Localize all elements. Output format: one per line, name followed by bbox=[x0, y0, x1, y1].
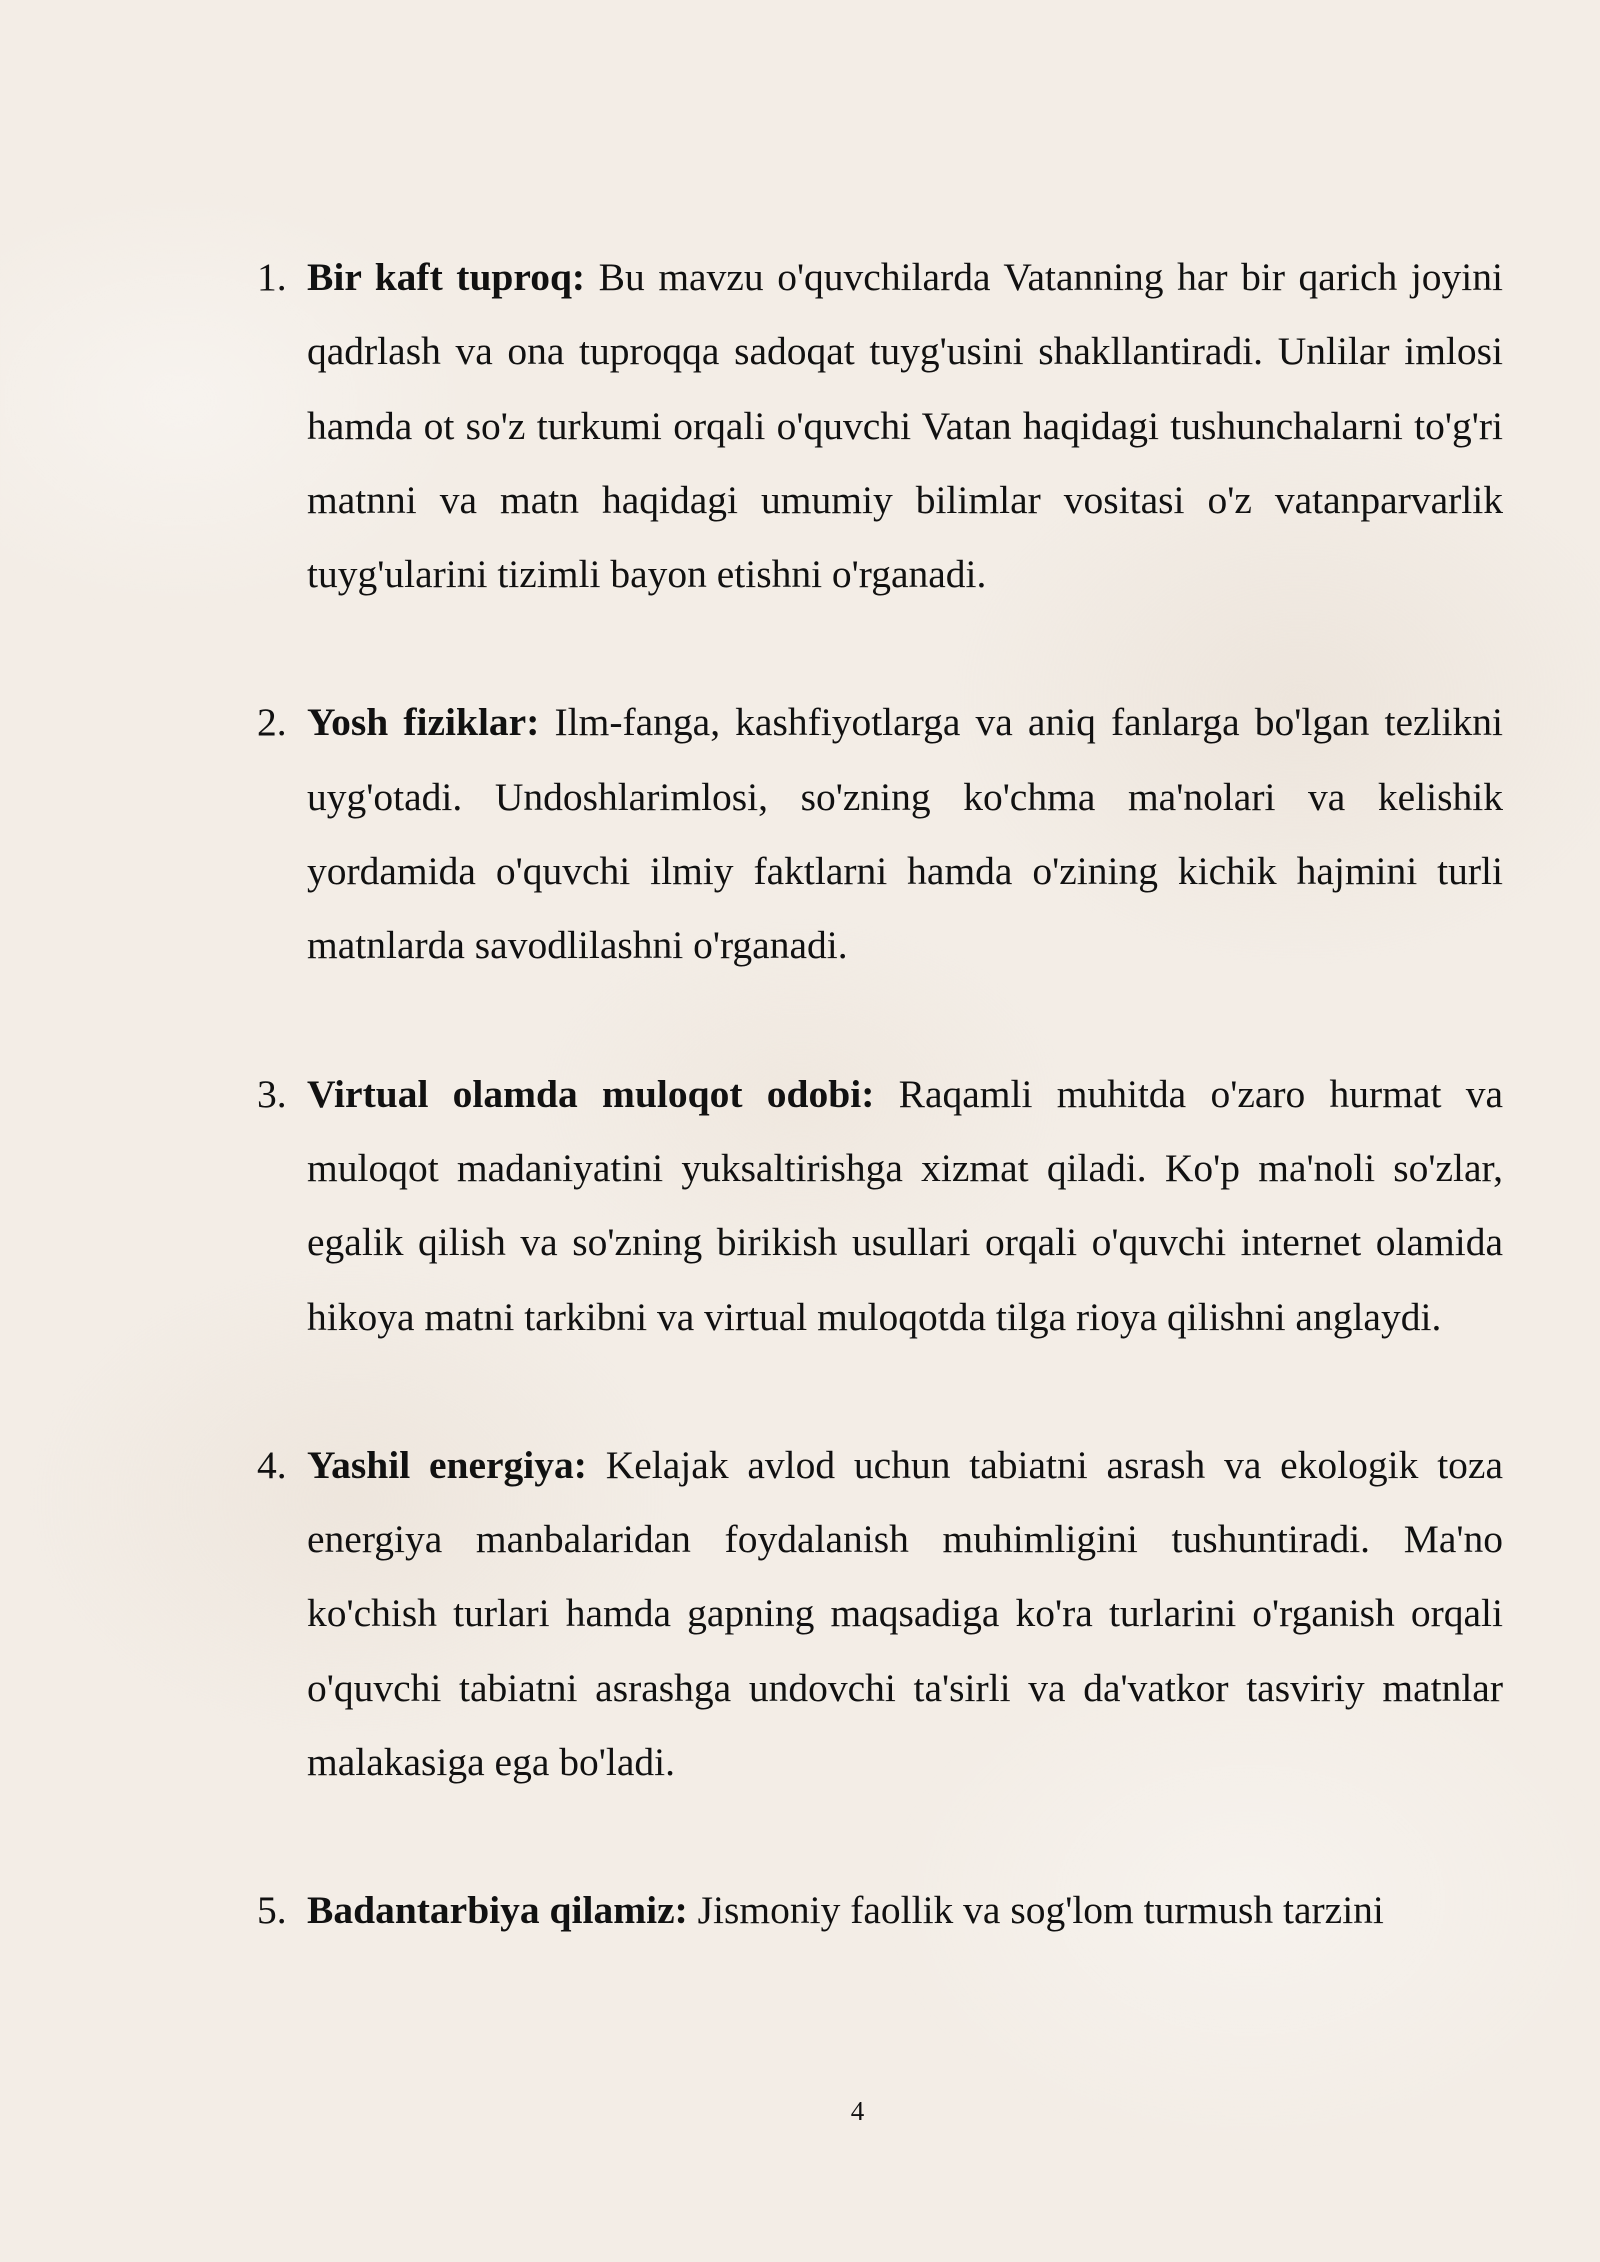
item-body: Kelajak avlod uchun tabiatni asrash va ekologik toza energiya manbalaridan foydalanish muhimligini tushuntiradi. Ma'no ko'chish turlari hamda gapning maqsadiga ko'ra turlarini o'rganish orqali o'quvchi tabiatni asrashga undovchi ta'sirli va da'vatkor tasviriy matnlar malakasiga ega bo'ladi. bbox=[307, 1442, 1503, 1785]
item-body: Raqamli muhitda o'zaro hurmat va muloqot madaniyatini yuksaltirishga xizmat qiladi. Ko'p ma'noli so'zlar, egalik qilish va so'zning birikish usullari orqali o'quvchi internet olamida hikoya matni tarkibni va virtual muloqotda tilga rioya qilishni anglaydi. bbox=[307, 1071, 1503, 1339]
item-number: 2. bbox=[257, 700, 287, 745]
item-number: 5. bbox=[257, 1888, 287, 1933]
item-number: 1. bbox=[257, 255, 287, 299]
item-title: Badantarbiya qilamiz: bbox=[307, 1888, 688, 1933]
item-title: Yashil energiya: bbox=[307, 1442, 587, 1487]
page-content bbox=[257, 240, 1503, 2022]
list-item bbox=[257, 240, 1503, 611]
list-item bbox=[257, 685, 1503, 982]
item-title: Virtual olamda muloqot odobi: bbox=[307, 1071, 875, 1116]
item-body: Ilm-fanga, kashfiyotlarga va aniq fanlarga bo'lgan tezlikni uyg'otadi. Undoshlarimlosi, so'zning ko'chma ma'nolari va kelishik yordamida o'quvchi ilmiy faktlarni hamda o'zining kichik hajmini turli matnlarda savodlilashni o'rganadi. bbox=[307, 700, 1503, 968]
item-number: 4. bbox=[257, 1442, 287, 1487]
item-body: Jismoniy faollik va sog'lom turmush tarzini bbox=[687, 1888, 1384, 1933]
list-item bbox=[257, 1057, 1503, 1354]
topic-list bbox=[257, 240, 1503, 1948]
list-item bbox=[257, 1428, 1503, 1799]
item-body: Bu mavzu o'quvchilarda Vatanning har bir qarich joyini qadrlash va ona tuproqqa sadoqat tuyg'usini shakllantiradi. Unlilar imlosi hamda ot so'z turkumi orqali o'quvchi Vatan haqidagi tushunchalarni to'g'ri matnni va matn haqidagi umumiy bilimlar vositasi o'z vatanparvarlik tuyg'ularini tizimli bayon etishni o'rganadi. bbox=[307, 255, 1503, 597]
page-number: 4 bbox=[850, 2096, 865, 2126]
item-number: 3. bbox=[257, 1071, 287, 1116]
item-title: Yosh fiziklar: bbox=[307, 700, 540, 745]
list-item bbox=[257, 1873, 1503, 1947]
item-title: Bir kaft tuproq: bbox=[307, 255, 586, 299]
